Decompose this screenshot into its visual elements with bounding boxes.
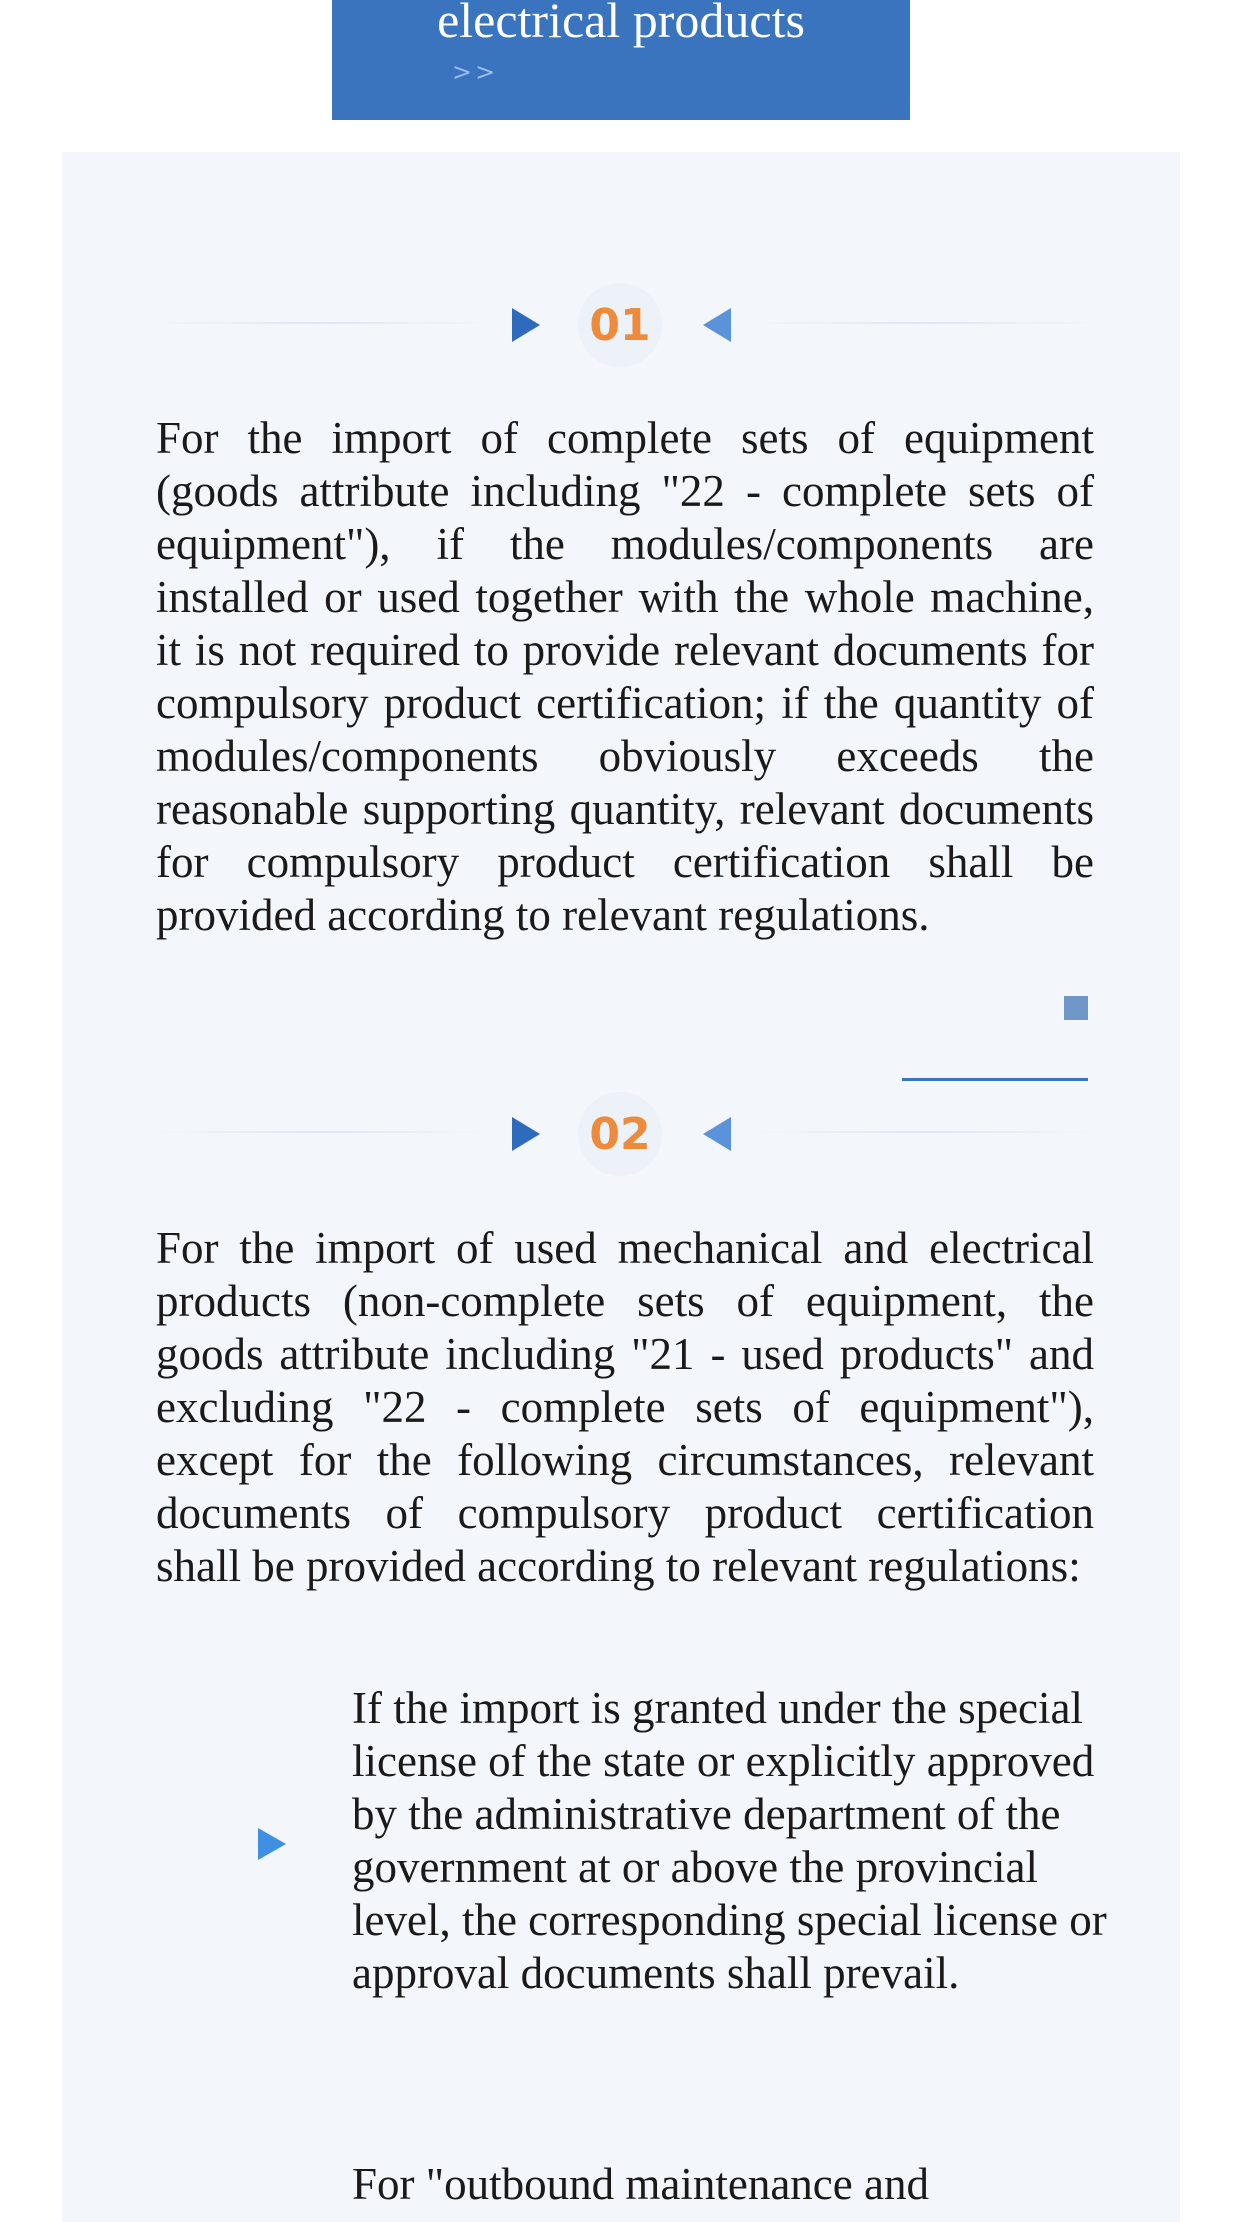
- section-01-text: For the import of complete sets of equipment (goods attribute including "22 - complete sets of equipment"), if the modules/components are installed or used together with the whole machine, it is not required to provide relevant documents for compulsory product certification; if the quantity of modules/components obviously exceeds the reasonable supporting quantity, relevant documents for compulsory product certification shall be provided according to relevant regulations.: [156, 413, 1094, 940]
- section-number-01: 01: [578, 283, 662, 367]
- divider-left-01: [156, 322, 486, 324]
- accent-line: [902, 1078, 1088, 1081]
- section-02-text: For the import of used mechanical and electrical products (non-complete sets of equipment, the goods attribute including "21 - used products" and excluding "22 - complete sets of equipment"), except for the following circumstances, relevant documents of compulsory product certification shall be provided according to relevant regulations:: [156, 1223, 1094, 1591]
- divider-right-01: [756, 322, 1096, 324]
- section-number-02: 02: [578, 1092, 662, 1176]
- bullet-triangle-icon: [258, 1828, 286, 1860]
- title-banner: [332, 0, 910, 120]
- decorative-square: [1064, 996, 1088, 1020]
- double-chevron-icon: >>: [452, 58, 499, 86]
- sub-item-1-text: If the import is granted under the special license of the state or explicitly approved by the administrative department of the government at or above the provincial level, the corresponding special license or approval documents shall prevail.: [352, 1683, 1107, 1998]
- sub-item-2-text: For "outbound maintenance and: [352, 2159, 929, 2209]
- triangle-right-icon: [512, 1117, 540, 1151]
- divider-left-02: [156, 1131, 486, 1133]
- triangle-left-icon: [703, 1117, 731, 1151]
- triangle-left-icon: [703, 308, 731, 342]
- divider-right-02: [756, 1131, 1096, 1133]
- triangle-right-icon: [512, 308, 540, 342]
- banner-title: electrical products: [437, 0, 805, 48]
